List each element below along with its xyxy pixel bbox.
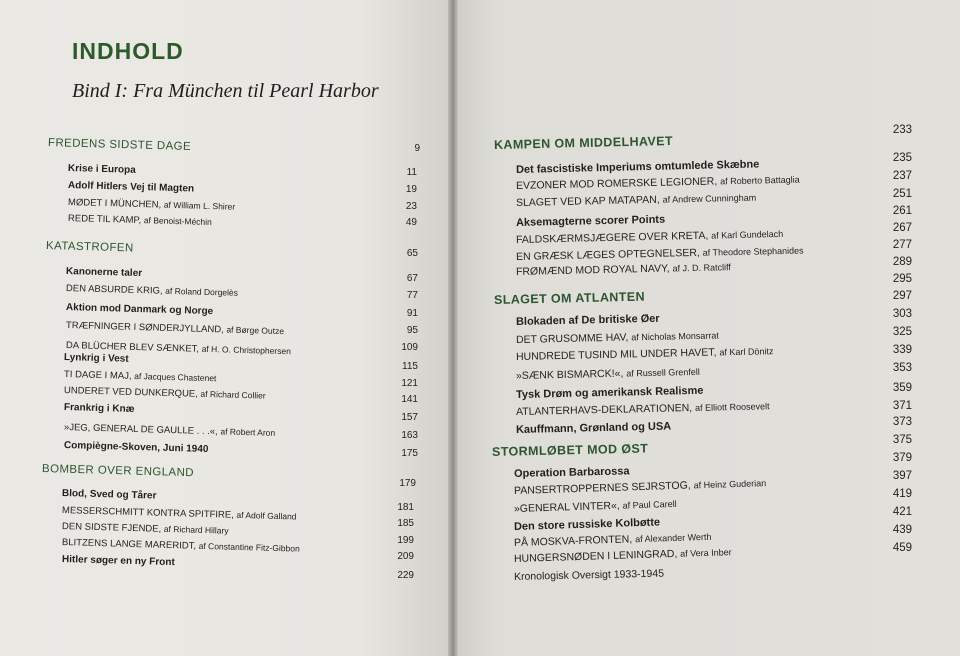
toc-entry: [62, 554, 175, 568]
entry-title: DA BLÜCHER BLEV SÆNKET,: [65, 340, 200, 355]
toc-entry: [516, 313, 660, 328]
entry-title: EVZONER MOD ROMERSKE LEGIONER,: [515, 175, 718, 192]
page-number: 49: [405, 217, 417, 228]
toc-entry: [68, 197, 235, 213]
entry-author: af Adolf Galland: [236, 509, 297, 522]
toc-entry: [516, 329, 719, 346]
entry-title: PÅ MOSKVA-FRONTEN,: [513, 533, 633, 549]
entry-author: af Børge Outze: [226, 324, 285, 337]
entry-title: Kanonerne taler: [65, 266, 143, 280]
entry-title: FRØMÆND MOD ROYAL NAVY,: [515, 262, 670, 278]
page-number: 67: [406, 273, 418, 284]
volume-subtitle: Bind I: Fra München til Pearl Harbor: [72, 80, 379, 102]
entry-author: af Richard Collier: [200, 388, 266, 401]
entry-title: HUNDREDE TUSIND MIL UNDER HAVET,: [515, 346, 717, 363]
page-number: 23: [405, 201, 417, 212]
entry-author: af Roland Dorgelès: [165, 285, 239, 298]
toc-entry: [516, 174, 800, 192]
toc-entry: [514, 465, 630, 480]
page-number: 353: [892, 362, 912, 374]
page-number: 359: [892, 382, 912, 394]
toc-entry: [62, 488, 157, 502]
entry-title: Krise i Europa: [67, 163, 136, 176]
page-number: 295: [892, 273, 912, 285]
page-number: 297: [892, 290, 912, 302]
entry-title: Blod, Sved og Tårer: [61, 488, 157, 502]
entry-title: DEN ABSURDE KRIG,: [65, 283, 163, 297]
page-number: 289: [892, 256, 912, 268]
toc-entry: [514, 568, 664, 583]
entry-author: af Karl Dönitz: [719, 346, 774, 358]
entry-author: af Richard Hillary: [163, 523, 229, 536]
entry-title: PANSERTROPPERNES SEJRSTOG,: [513, 479, 691, 497]
entry-author: af Benoist-Méchin: [143, 215, 213, 228]
page-number: 421: [892, 506, 912, 518]
entry-title: »SÆNK BISMARCK!«,: [515, 367, 624, 382]
toc-entry: [64, 402, 135, 415]
entry-author: af J. D. Ratcliff: [672, 262, 731, 274]
entry-author: af Roberto Battaglia: [720, 174, 800, 187]
entry-title: Aktion mod Danmark og Norge: [65, 302, 214, 318]
toc-entry: [62, 537, 300, 555]
entry-title: UNDERET VED DUNKERQUE,: [63, 385, 199, 400]
page-number: 267: [892, 222, 912, 234]
page-number: 185: [397, 518, 414, 529]
entry-title: EN GRÆSK LÆGES OPTEGNELSER,: [515, 246, 700, 263]
entry-title: Compiègne-Skoven, Juni 1940: [63, 440, 209, 456]
entry-title: Hitler søger en ny Front: [61, 554, 175, 569]
page-number: 181: [397, 502, 414, 513]
right-page: [458, 0, 960, 656]
page-number: 91: [406, 308, 418, 319]
entry-title: »GENERAL VINTER«,: [513, 499, 620, 515]
section-title: KAMPEN OM MIDDELHAVET: [493, 133, 674, 152]
toc-entry: [516, 385, 704, 401]
toc-entry: [66, 266, 142, 279]
entry-title: ATLANTERHAVS-DEKLARATIONEN,: [515, 402, 693, 418]
toc-entry: [66, 283, 238, 299]
entry-author: af Karl Gundelach: [711, 228, 784, 241]
entry-title: TRÆFNINGER I SØNDERJYLLAND,: [65, 320, 224, 336]
entry-title: »JEG, GENERAL DE GAULLE . . .«,: [63, 422, 218, 438]
entry-title: Kauffmann, Grønland og USA: [515, 420, 672, 436]
page-number: 141: [401, 394, 418, 405]
page-number: 109: [401, 342, 418, 353]
entry-author: af Vera Inber: [680, 547, 732, 559]
page-number: 375: [892, 434, 912, 446]
page-number: 9: [414, 143, 420, 154]
page-number: 209: [397, 551, 414, 562]
entry-author: af Russell Grenfell: [626, 366, 700, 379]
section-title: STORMLØBET MOD ØST: [491, 441, 649, 459]
entry-author: af H. O. Christophersen: [201, 343, 292, 357]
entry-title: Tysk Drøm og amerikansk Realisme: [515, 384, 704, 401]
entry-title: Adolf Hitlers Vej til Magten: [67, 180, 195, 195]
entry-title: Blokaden af De britiske Øer: [515, 312, 660, 328]
section-title: BOMBER OVER ENGLAND: [41, 463, 195, 480]
toc-entry: [64, 422, 276, 439]
page-number: 325: [892, 326, 912, 338]
toc-entry: [64, 440, 209, 455]
toc-entry: [514, 498, 677, 515]
page-number: 339: [892, 344, 912, 356]
page-number: 277: [892, 239, 912, 251]
page-number: 373: [892, 416, 912, 428]
entry-title: DET GRUSOMME HAV,: [515, 331, 629, 346]
toc-entry: [64, 352, 129, 365]
left-page: [0, 0, 450, 656]
toc-entry: [68, 213, 212, 228]
entry-title: Den store russiske Kolbøtte: [513, 516, 661, 533]
toc-entry: [516, 420, 671, 436]
page-number: 303: [892, 308, 912, 320]
entry-title: Det fascistiske Imperiums omtumlede Skæbne: [515, 158, 760, 176]
page-number: 121: [401, 378, 418, 389]
page-number: 237: [892, 170, 912, 182]
entry-title: Aksemagterne scorer Points: [515, 213, 666, 229]
entry-title: Operation Barbarossa: [513, 465, 630, 480]
entry-title: BLITZENS LANGE MARERIDT,: [61, 537, 197, 552]
entry-title: HUNGERSNØDEN I LENINGRAD,: [513, 547, 678, 565]
page-number: 419: [892, 488, 912, 500]
page-number: 115: [402, 361, 418, 372]
book-spine: [448, 0, 458, 656]
toc-entry: [66, 302, 213, 317]
section-title: SLAGET OM ATLANTEN: [493, 289, 646, 307]
entry-author: af Constantine Fitz-Gibbon: [198, 540, 300, 554]
entry-author: af Robert Aron: [220, 426, 276, 438]
toc-entry: [66, 320, 284, 337]
toc-entry: [68, 180, 194, 195]
page-number: 233: [892, 124, 912, 136]
toc-entry: [516, 400, 770, 418]
page-number: 261: [892, 205, 912, 217]
toc-entry: [516, 158, 760, 176]
entry-author: af Heinz Guderian: [693, 478, 767, 491]
entry-author: af Jacques Chastenet: [134, 370, 217, 384]
page-number: 157: [401, 412, 418, 423]
entry-author: af Nicholas Monsarrat: [631, 330, 719, 343]
page-number: 229: [397, 570, 414, 581]
toc-entry: [514, 546, 732, 565]
entry-title: MØDET I MÜNCHEN,: [67, 197, 162, 211]
entry-author: af Andrew Cunningham: [662, 192, 757, 205]
entry-title: MESSERSCHMITT KONTRA SPITFIRE,: [61, 505, 234, 521]
page-number: 397: [892, 470, 912, 482]
toc-entry: [514, 516, 660, 533]
page-number: 235: [892, 152, 912, 164]
section-title: KATASTROFEN: [45, 240, 134, 255]
entry-title: Kronologisk Oversigt 1933-1945: [513, 567, 665, 583]
toc-entry: [514, 477, 767, 497]
page-number: 179: [399, 478, 416, 489]
entry-title: REDE TIL KAMP,: [67, 213, 142, 227]
toc-entry: [516, 345, 774, 363]
page-number: 371: [892, 400, 912, 412]
page-number: 459: [892, 542, 912, 554]
entry-author: af Paul Carell: [622, 498, 677, 511]
toc-entry: [516, 228, 784, 246]
page-number: 95: [406, 325, 418, 336]
toc-entry: [68, 163, 136, 176]
entry-title: DEN SIDSTE FJENDE,: [61, 521, 162, 535]
page-number: 175: [401, 448, 418, 459]
page-number: 439: [892, 524, 912, 536]
page-number: 65: [406, 248, 418, 259]
entry-title: FALDSKÆRMSJÆGERE OVER KRETA,: [515, 229, 709, 246]
entry-author: af Theodore Stephanides: [702, 245, 804, 258]
page-number: 77: [406, 290, 418, 301]
toc-entry: [62, 505, 297, 523]
entry-author: af Elliott Roosevelt: [694, 401, 770, 413]
entry-title: Lynkrig i Vest: [63, 352, 129, 365]
toc-entry: [516, 214, 665, 229]
toc-entry: [516, 192, 756, 209]
entry-title: TI DAGE I MAJ,: [63, 369, 132, 382]
toc-entry: [64, 385, 266, 402]
page-number: 11: [406, 167, 417, 178]
page-number: 379: [892, 452, 912, 464]
page-title: INDHOLD: [72, 38, 184, 64]
entry-title: Frankrig i Knæ: [63, 402, 135, 415]
toc-entry: [516, 244, 804, 263]
entry-author: af Alexander Werth: [634, 531, 712, 545]
toc-entry: [514, 531, 712, 549]
toc-entry: [516, 366, 700, 382]
page-number: 251: [892, 188, 912, 200]
entry-author: af William L. Shirer: [163, 199, 236, 212]
page-number: 163: [401, 430, 418, 441]
toc-entry: [516, 261, 731, 278]
toc-entry: [64, 369, 217, 384]
entry-title: SLAGET VED KAP MATAPAN,: [515, 193, 660, 209]
section-title: FREDENS SIDSTE DAGE: [47, 137, 192, 153]
page-number: 199: [397, 535, 414, 546]
page-number: 19: [405, 184, 417, 195]
toc-entry: [62, 521, 229, 537]
